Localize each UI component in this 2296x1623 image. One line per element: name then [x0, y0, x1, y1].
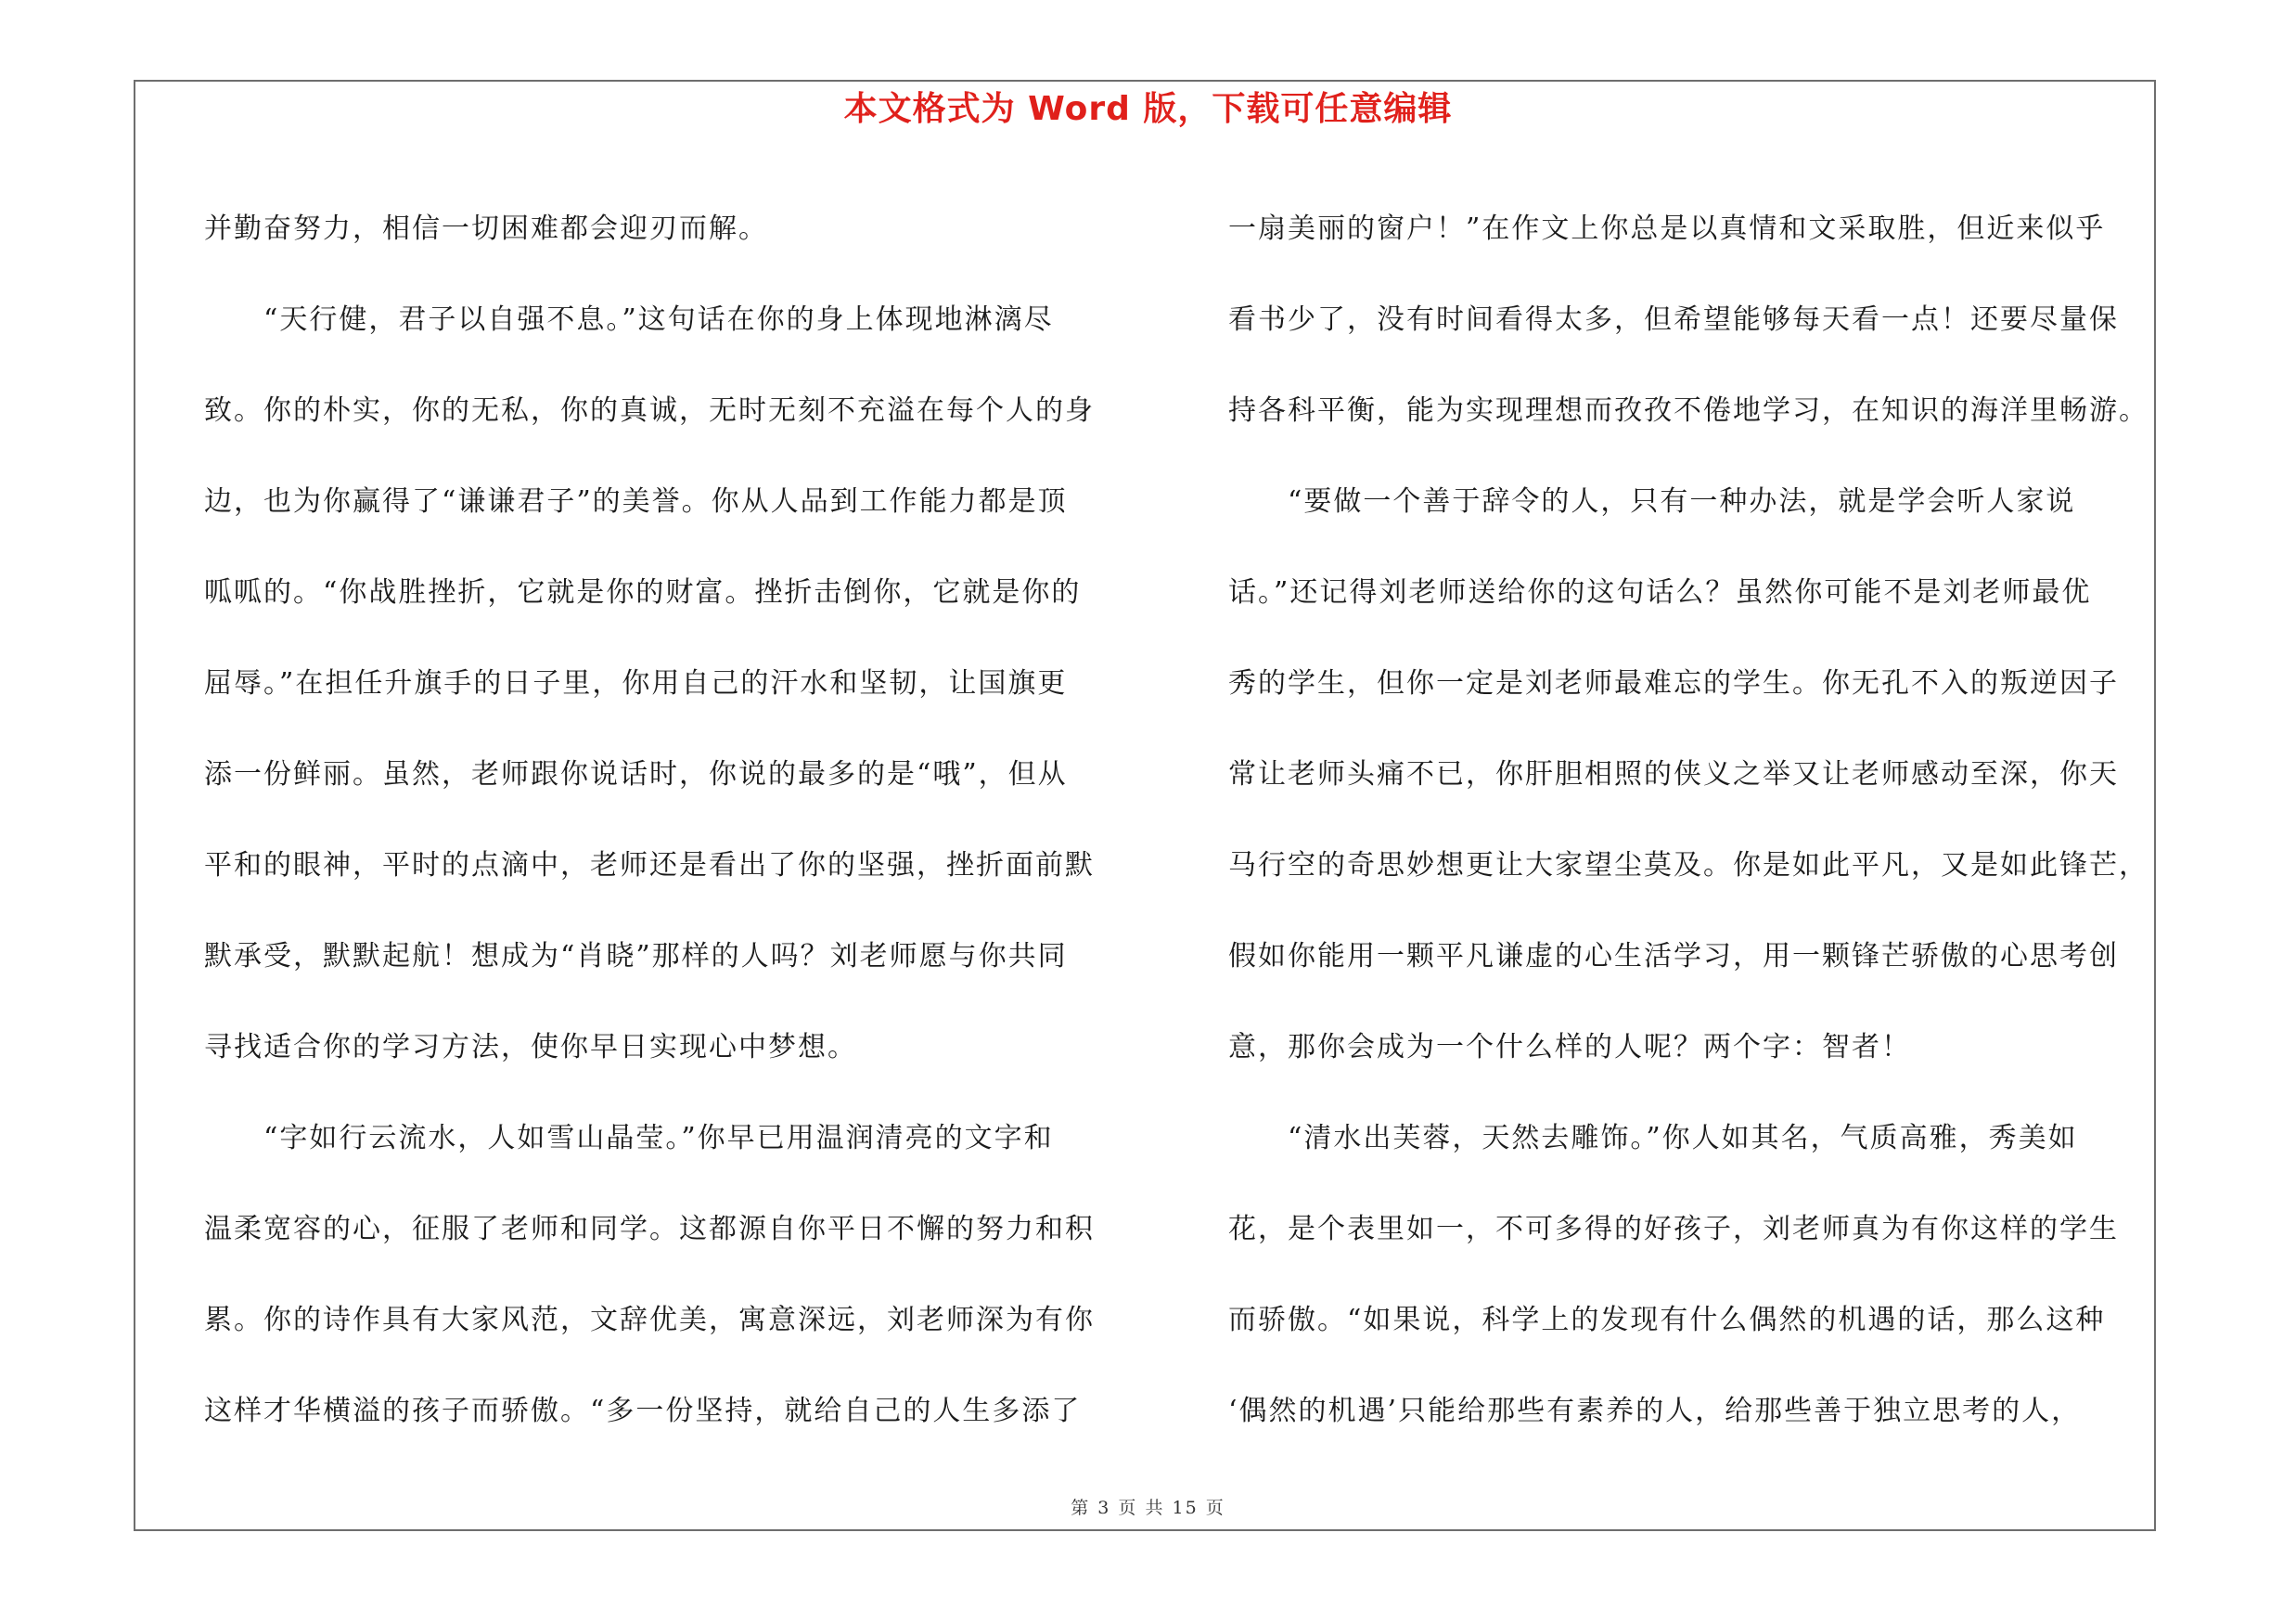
text-line: 屈辱。”在担任升旗手的日子里，你用自己的汗水和坚韧，让国旗更	[204, 667, 1068, 700]
text-line: 而骄傲。“如果说，科学上的发现有什么偶然的机遇的话，那么这种	[1228, 1304, 2106, 1336]
text-line: 看书少了，没有时间看得太多，但希望能够每天看一点！还要尽量保	[1228, 303, 2119, 336]
word-format-banner: 本文格式为 Word 版，下载可任意编辑	[843, 90, 1453, 128]
text-line: 假如你能用一颗平凡谦虚的心生活学习，用一颗锋芒骄傲的心思考创	[1228, 940, 2119, 973]
text-line: 累。你的诗作具有大家风范，文辞优美，寓意深远，刘老师深为有你	[204, 1304, 1095, 1336]
left-text-column	[204, 184, 1122, 1457]
text-line: “要做一个善于辞令的人，只有一种办法，就是学会听人家说	[1288, 485, 2076, 518]
text-line: 一扇美丽的窗户！”在作文上你总是以真情和文采取胜，但近来似乎	[1228, 213, 2106, 245]
text-line: 这样才华横溢的孩子而骄傲。“多一份坚持，就给自己的人生多添了	[204, 1395, 1082, 1427]
text-line: 添一份鲜丽。虽然，老师跟你说话时，你说的最多的是“哦”，但从	[204, 758, 1068, 791]
text-line: 常让老师头痛不已，你肝胆相照的侠义之举又让老师感动至深，你天	[1228, 758, 2119, 791]
text-line: 秀的学生，但你一定是刘老师最难忘的学生。你无孔不入的叛逆因子	[1228, 667, 2119, 700]
text-line: 并勤奋努力，相信一切困难都会迎刃而解。	[204, 213, 768, 245]
text-line: ‘偶然的机遇’只能给那些有素养的人，给那些善于独立思考的人，	[1228, 1395, 2082, 1427]
text-line: 意，那你会成为一个什么样的人呢？两个字：智者！	[1228, 1031, 1911, 1063]
text-line: “天行健，君子以自强不息。”这句话在你的身上体现地淋漓尽	[263, 303, 1054, 336]
text-line: 平和的眼神，平时的点滴中，老师还是看出了你的坚强，挫折面前默	[204, 849, 1095, 882]
text-line: “清水出芙蓉，天然去雕饰。”你人如其名，气质高雅，秀美如	[1288, 1122, 2078, 1154]
text-line: 温柔宽容的心，征服了老师和同学。这都源自你平日不懈的努力和积	[204, 1213, 1095, 1245]
text-line: 花，是个表里如一，不可多得的好孩子，刘老师真为有你这样的学生	[1228, 1213, 2119, 1245]
text-line: 致。你的朴实，你的无私，你的真诚，无时无刻不充溢在每个人的身	[204, 394, 1095, 427]
text-line: “字如行云流水，人如雪山晶莹。”你早已用温润清亮的文字和	[263, 1122, 1054, 1154]
text-line: 话。”还记得刘老师送给你的这句话么？虽然你可能不是刘老师最优	[1228, 576, 2092, 609]
page-number: 第 3 页 共 15 页	[1071, 1498, 1225, 1518]
text-line: 马行空的奇思妙想更让大家望尘莫及。你是如此平凡，又是如此锋芒，	[1228, 849, 2148, 882]
right-text-column	[1228, 184, 2147, 1457]
text-line: 默承受，默默起航！想成为“肖晓”那样的人吗？刘老师愿与你共同	[204, 940, 1068, 973]
text-line: 边，也为你赢得了“谦谦君子”的美誉。你从人品到工作能力都是顶	[204, 485, 1068, 518]
text-line: 呱呱的。“你战胜挫折，它就是你的财富。挫折击倒你，它就是你的	[204, 576, 1082, 609]
text-line: 寻找适合你的学习方法，使你早日实现心中梦想。	[204, 1031, 857, 1063]
text-line: 持各科平衡，能为实现理想而孜孜不倦地学习，在知识的海洋里畅游。	[1228, 394, 2148, 427]
